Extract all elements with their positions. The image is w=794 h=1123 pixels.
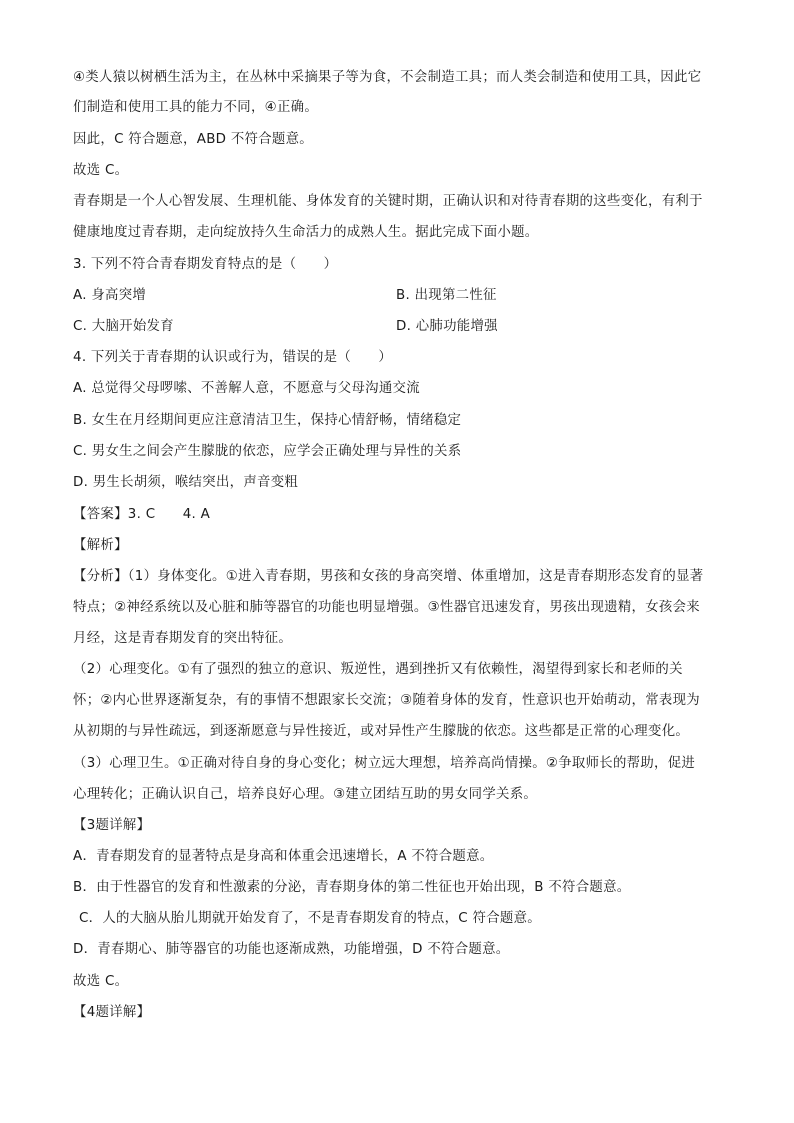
analysis-line: 怀；②内心世界逐渐复杂，有的事情不想跟家长交流；③随着身体的发育，性意识也开始萌动，常表现为 (73, 693, 700, 708)
detail-3-tag: 【3题详解】 (73, 818, 151, 833)
question-4: 4. 下列关于青春期的认识或行为，错误的是（ ） (73, 350, 393, 365)
analysis-line: （3）心理卫生。①正确对待自身的身心变化；树立远大理想，培养高尚情操。②争取师长的帮助，促进 (73, 756, 696, 771)
detail-4-tag: 【4题详解】 (73, 1005, 151, 1020)
analysis-line: 【分析】（1）身体变化。①进入青春期，男孩和女孩的身高突增、体重增加，这是青春期形态发育的显著 (73, 569, 704, 584)
question-3: 3. 下列不符合青春期发育特点的是（ ） (73, 257, 338, 272)
analysis-line: 月经，这是青春期发育的突出特征。 (73, 631, 293, 646)
text-line: ④类人猿以树栖生活为主，在丛林中采摘果子等为食，不会制造工具；而人类会制造和使用工具，因此它 (73, 70, 702, 85)
option-4b: B. 女生在月经期间更应注意清洁卫生，保持心情舒畅，情绪稳定 (73, 413, 462, 428)
analysis-tag: 【解析】 (73, 538, 128, 553)
answer-text: 3. C 4. A (127, 507, 211, 522)
text-line: 健康地度过青春期，走向绽放持久生命活力的成熟人生。据此完成下面小题。 (73, 225, 539, 240)
detail-line: A．青春期发育的显著特点是身高和体重会迅速增长，A 不符合题意。 (73, 849, 494, 864)
detail-line: 故选 C。 (73, 974, 129, 989)
analysis-line: 特点；②神经系统以及心脏和肺等器官的功能也明显增强。③性器官迅速发育，男孩出现遗精，女孩会来 (73, 600, 700, 615)
option-3a: A. 身高突增 (73, 288, 147, 303)
option-4a: A. 总觉得父母啰嗦、不善解人意，不愿意与父母沟通交流 (73, 381, 420, 396)
text-line: 们制造和使用工具的能力不同，④正确。 (73, 100, 319, 115)
analysis-line: （2）心理变化。①有了强烈的独立的意识、叛逆性，遇到挫折又有依赖性，渴望得到家长和老师的关 (73, 662, 683, 677)
option-3b: B. 出现第二性征 (396, 288, 497, 303)
text-line: 故选 C。 (73, 163, 129, 178)
option-4d: D. 男生长胡须，喉结突出，声音变粗 (73, 475, 299, 490)
option-3d: D. 心肺功能增强 (396, 319, 498, 334)
text-line: 青春期是一个人心智发展、生理机能、身体发育的关键时期，正确认识和对待青春期的这些变化，有利于 (73, 194, 703, 209)
analysis-line: 从初期的与异性疏远，到逐渐愿意与异性接近，或对异性产生朦胧的依恋。这些都是正常的心理变化。 (73, 724, 690, 739)
text-line: 因此，C 符合题意，ABD 不符合题意。 (73, 132, 313, 147)
analysis-line: 心理转化；正确认识自己，培养良好心理。③建立团结互助的男女同学关系。 (73, 787, 538, 802)
option-4c: C. 男女生之间会产生朦胧的依恋，应学会正确处理与异性的关系 (73, 444, 462, 459)
answer-tag: 【答案】 (73, 507, 128, 522)
detail-line: B．由于性器官的发育和性激素的分泌，青春期身体的第二性征也开始出现，B 不符合题意。 (73, 880, 631, 895)
detail-line: D．青春期心、肺等器官的功能也逐渐成熟，功能增强，D 不符合题意。 (73, 942, 510, 957)
answer-line (73, 505, 210, 525)
detail-line: C．人的大脑从胎儿期就开始发育了，不是青春期发育的特点，C 符合题意。 (79, 911, 541, 926)
option-3c: C. 大脑开始发育 (73, 319, 174, 334)
